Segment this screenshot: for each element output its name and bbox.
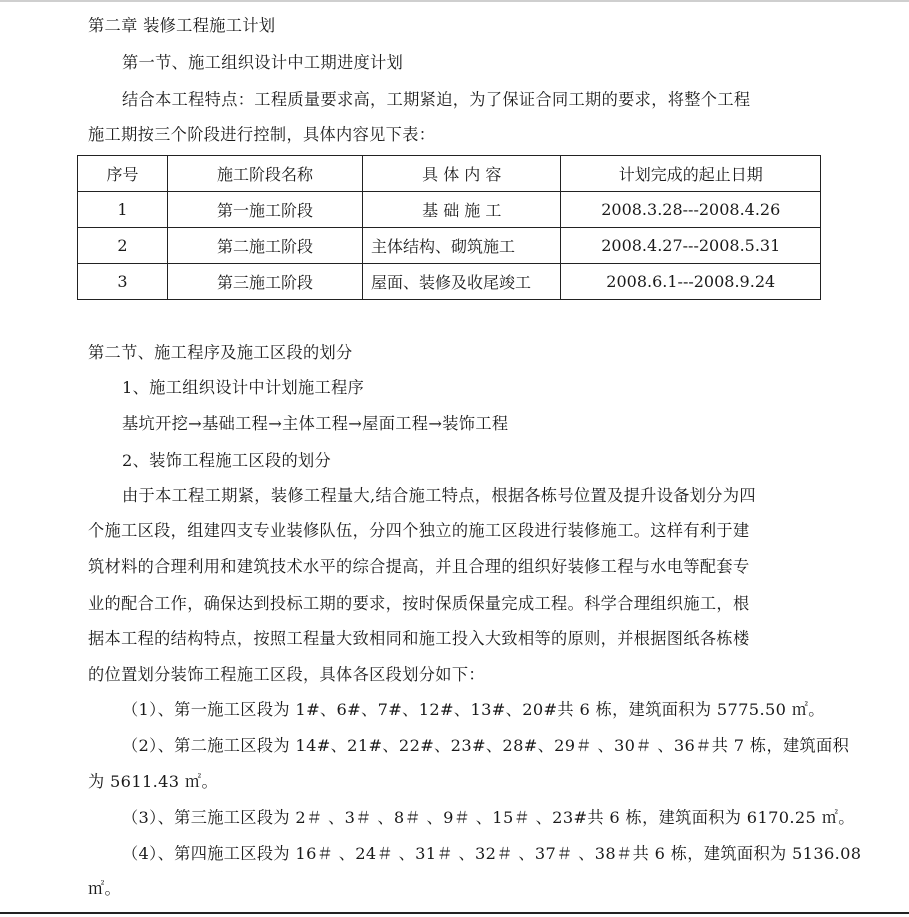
paragraph-line: 业的配合工作，确保达到投标工期的要求，按时保质保量完成工程。科学合理组织施工，根	[88, 594, 750, 613]
zone-item-3: （3）、第三施工区段为 2＃ 、3＃ 、8＃ 、9＃ 、15＃ 、23#共 6 栋，建筑面积为 6170.25 ㎡。	[122, 808, 855, 827]
zone-item-1: （1）、第一施工区段为 1#、6#、7#、12#、13#、20#共 6 栋，建筑面积为 5775.50 ㎡。	[122, 700, 825, 719]
table-cell: 3	[78, 264, 168, 300]
header-cell: 序号	[78, 156, 168, 192]
intro-line-1: 结合本工程特点：工程质量要求高，工期紧迫，为了保证合同工期的要求，将整个工程	[122, 90, 751, 109]
subsection1-title: 1、施工组织设计中计划施工程序	[122, 378, 365, 397]
table-cell: 基 础 施 工	[363, 192, 561, 228]
paragraph-line: 的位置划分装饰工程施工区段，具体各区段划分如下：	[88, 665, 485, 684]
header-cell: 具 体 内 容	[363, 156, 561, 192]
table-cell: 1	[78, 192, 168, 228]
paragraph-line: 据本工程的结构特点，按照工程量大致相同和施工投入大致相等的原则，并根据图纸各栋楼	[88, 629, 750, 648]
table-cell: 屋面、装修及收尾竣工	[363, 264, 561, 300]
schedule-table	[77, 155, 821, 300]
table-cell: 2008.6.1---2008.9.24	[561, 264, 821, 300]
table-cell: 2008.4.27---2008.5.31	[561, 228, 821, 264]
table-row	[78, 264, 821, 300]
section2-title: 第二节、施工程序及施工区段的划分	[88, 343, 353, 362]
section1-title: 第一节、施工组织设计中工期进度计划	[122, 53, 404, 72]
zone-item-2-cont: 为 5611.43 ㎡。	[88, 772, 218, 791]
paragraph-line: 筑材料的合理利用和建筑技术水平的综合提高，并且合理的组织好装修工程与水电等配套专	[88, 557, 750, 576]
zone-item-2: （2）、第二施工区段为 14#、21#、22#、23#、28#、29＃ 、30＃ 、36＃共 7 栋，建筑面积	[122, 736, 850, 755]
table-cell: 第二施工阶段	[167, 228, 362, 264]
header-cell: 计划完成的起止日期	[561, 156, 821, 192]
subsection2-title: 2、装饰工程施工区段的划分	[122, 451, 332, 470]
table-cell: 第三施工阶段	[167, 264, 362, 300]
top-rule	[0, 0, 909, 2]
header-cell: 施工阶段名称	[167, 156, 362, 192]
paragraph-line: 由于本工程工期紧，装修工程量大,结合施工特点，根据各栋号位置及提升设备划分为四	[122, 486, 756, 505]
intro-line-2: 施工期按三个阶段进行控制，具体内容见下表：	[88, 125, 436, 144]
zone-item-4: （4）、第四施工区段为 16＃ 、24＃ 、31＃ 、32＃ 、37＃ 、38＃共 6 栋，建筑面积为 5136.08	[122, 844, 862, 863]
table-cell: 第一施工阶段	[167, 192, 362, 228]
table-cell: 2008.3.28---2008.4.26	[561, 192, 821, 228]
bottom-rule	[0, 912, 909, 914]
zone-item-4-cont: ㎡。	[88, 879, 122, 898]
process-sequence: 基坑开挖→基础工程→主体工程→屋面工程→装饰工程	[122, 414, 509, 433]
table-cell: 2	[78, 228, 168, 264]
chapter-title: 第二章 装修工程施工计划	[88, 16, 276, 35]
table-row	[78, 192, 821, 228]
table-row	[78, 228, 821, 264]
table-header-row	[78, 156, 821, 192]
table-cell: 主体结构、砌筑施工	[363, 228, 561, 264]
paragraph-line: 个施工区段，组建四支专业装修队伍，分四个独立的施工区段进行装修施工。这样有利于建	[88, 521, 750, 540]
